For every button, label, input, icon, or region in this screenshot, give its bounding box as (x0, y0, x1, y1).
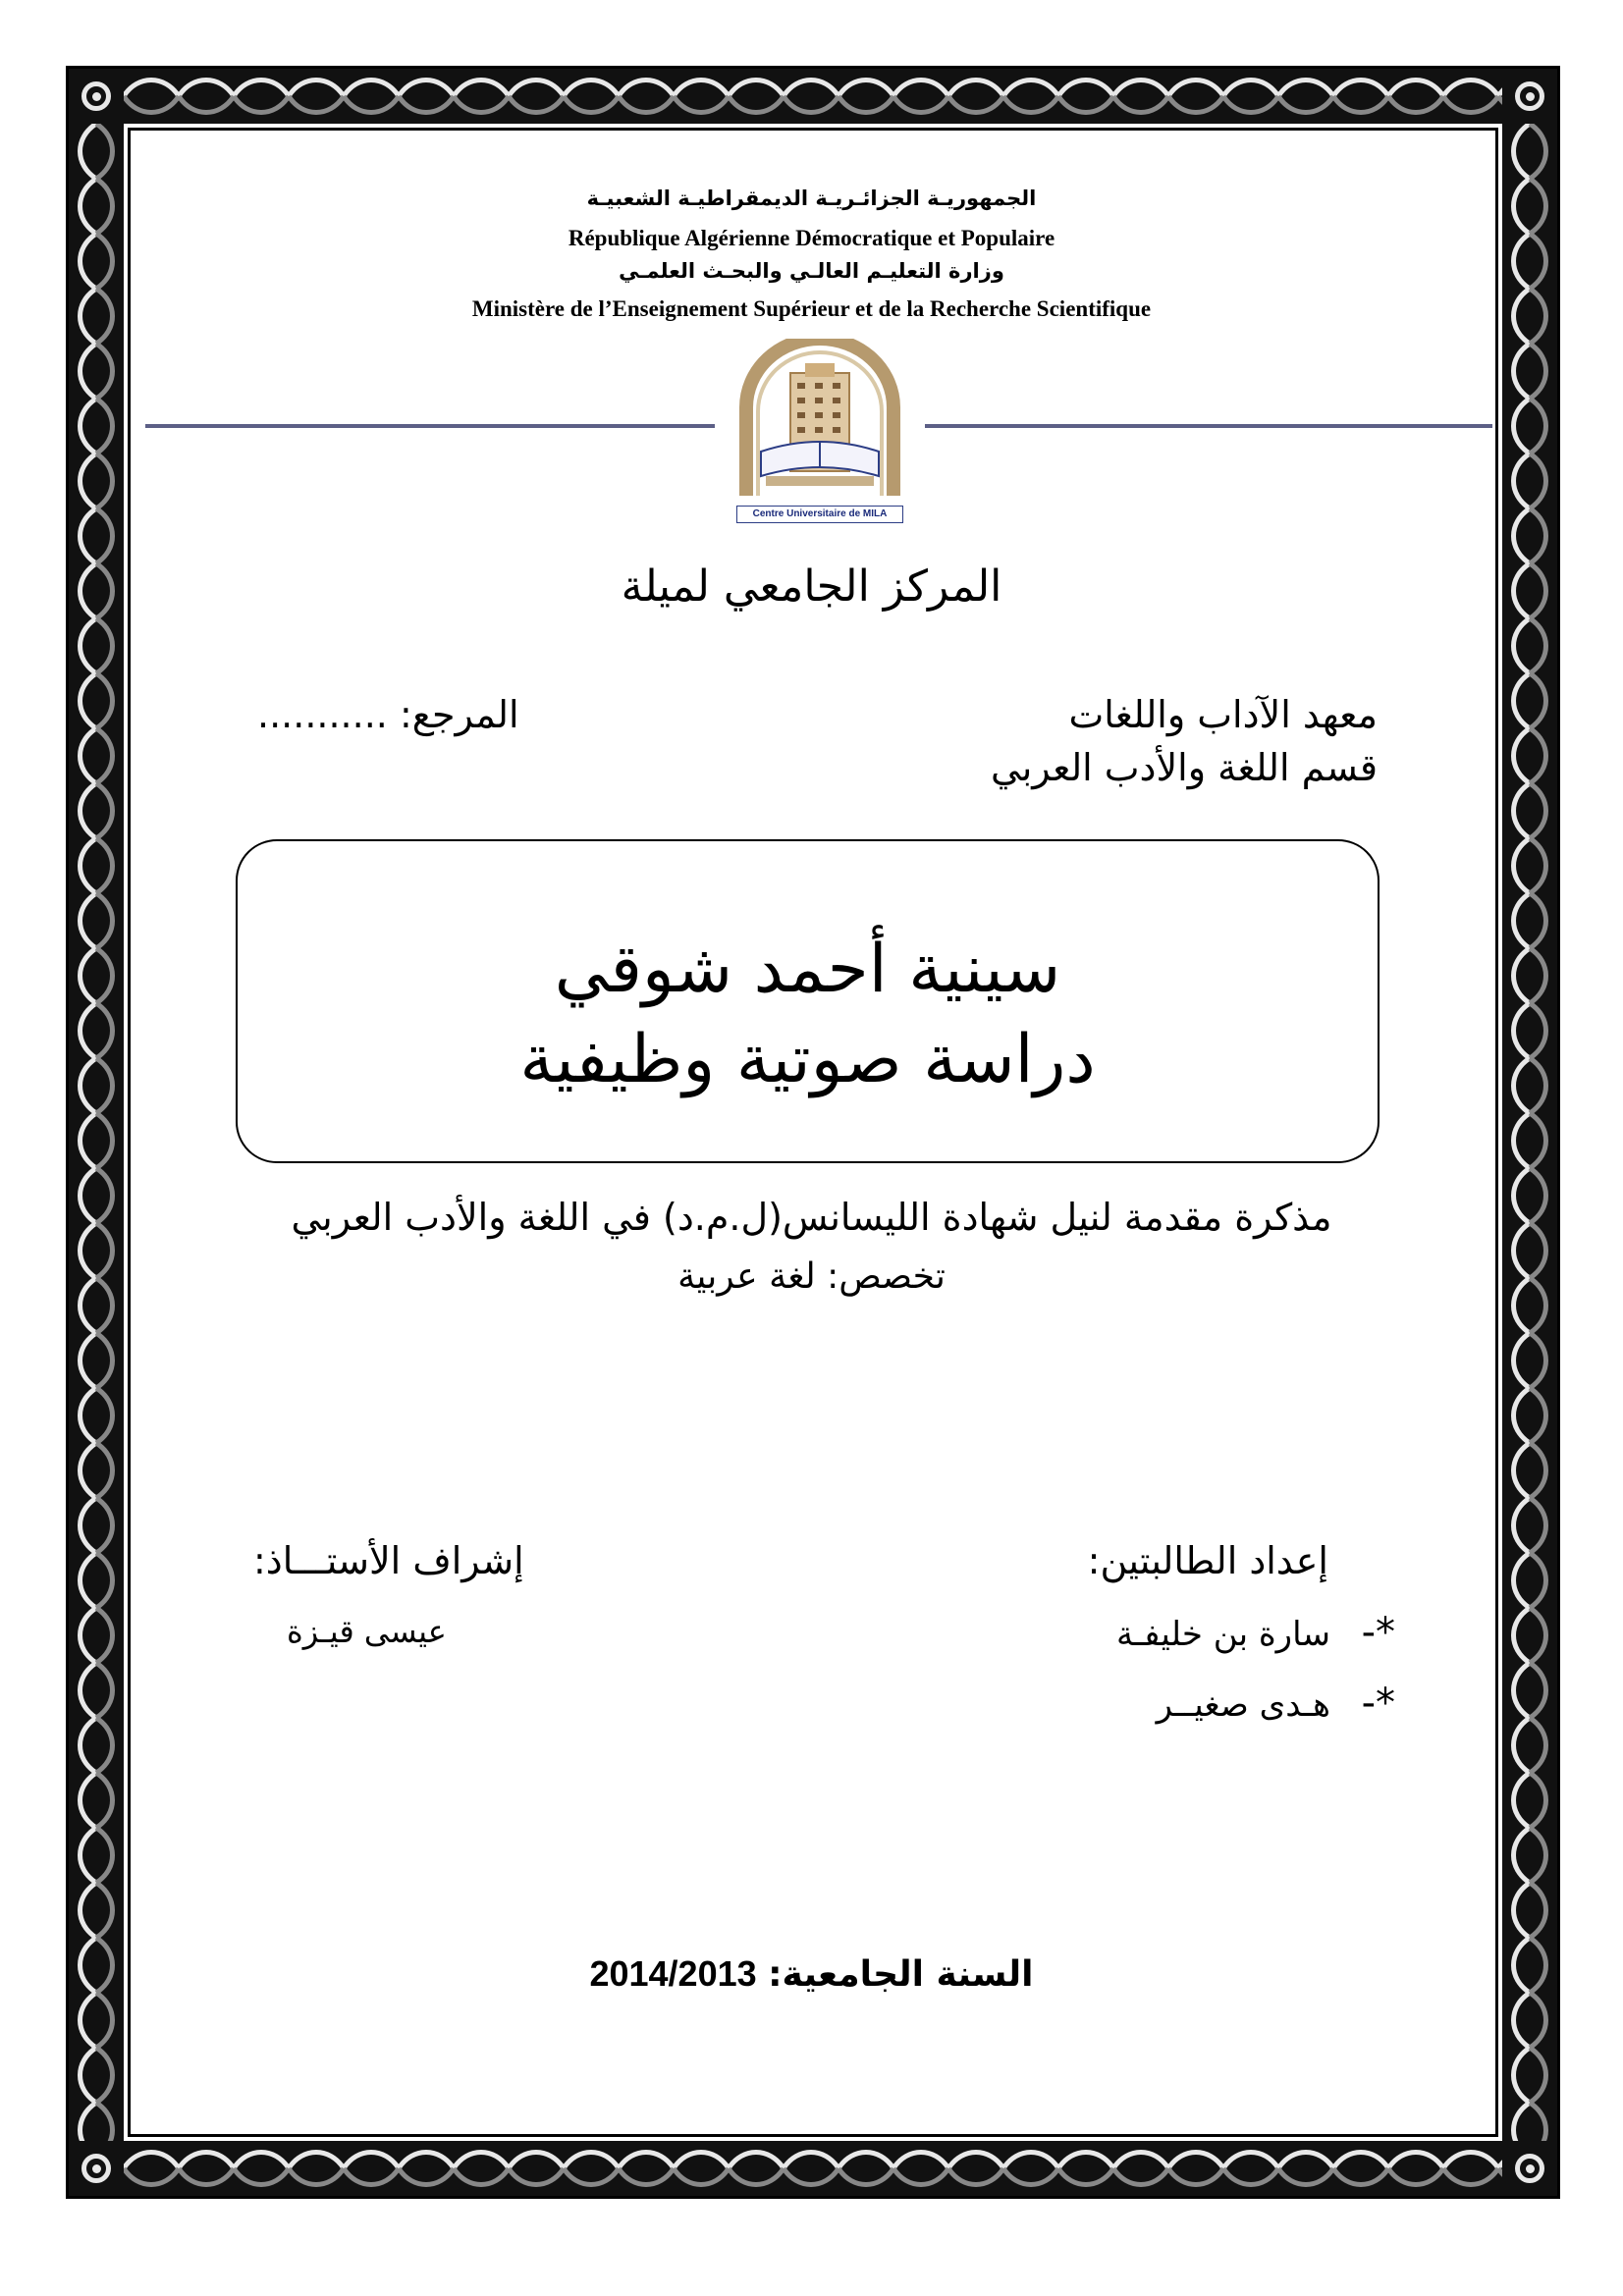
corner-ornament-icon (1502, 2141, 1557, 2196)
logo-caption: Centre Universitaire de MILA (736, 506, 903, 523)
corner-ornament-icon (69, 2141, 124, 2196)
bullet-marker: *- (1361, 1681, 1395, 1726)
thesis-title-line1: سينية أحمد شوقي (554, 931, 1061, 1008)
university-logo (736, 339, 903, 523)
student-name-text: هـدى صغيــر (1156, 1685, 1330, 1725)
student-name (1157, 1681, 1395, 1726)
students-label: إعداد الطالبتين: (1087, 1539, 1328, 1582)
ministry-french: Ministère de l’Enseignement Supérieur et de la Recherche Scientifique (471, 296, 1152, 321)
border-chain-top (69, 69, 1557, 124)
border-chain-bottom (69, 2141, 1557, 2196)
reference-field: المرجع: ........... (257, 693, 519, 736)
republic-french: République Algérienne Démocratique et Populaire (568, 226, 1055, 250)
ministry-arabic: وزارة التعليـم العالـي والبحـث العلمـي (619, 259, 1004, 283)
memo-specialty: تخصص: لغة عربية (677, 1256, 946, 1297)
bullet-marker: *- (1361, 1610, 1395, 1655)
corner-ornament-icon (69, 69, 124, 124)
corner-ornament-icon (1502, 69, 1557, 124)
institute-name: معهد الآداب واللغات (1068, 693, 1378, 736)
institution-name: المركز الجامعي لميلة (621, 561, 1002, 612)
student-name-text: سارة بن خليفـة (1115, 1615, 1330, 1654)
academic-year-value: 2014/2013 (589, 1953, 757, 1994)
supervisor-label: إشراف الأستـــاذ: (253, 1539, 524, 1582)
thesis-title-line2: دراسة صوتية وظيفية (519, 1021, 1096, 1098)
student-name (1116, 1610, 1395, 1655)
border-chain-left (69, 69, 124, 2196)
academic-year-label: السنة الجامعية: (768, 1954, 1034, 1995)
divider-right (925, 424, 1492, 428)
border-chain-right (1502, 69, 1557, 2196)
supervisor-name: عيسى قيـزة (287, 1613, 447, 1650)
academic-year (0, 1953, 1623, 1995)
department-name: قسم اللغة والأدب العربي (991, 746, 1378, 789)
divider-left (145, 424, 715, 428)
memo-purpose: مذكرة مقدمة لنيل شهادة الليسانس(ل.م.د) في اللغة والأدب العربي (291, 1196, 1332, 1239)
republic-arabic: الجمهوريـة الجزائـريـة الديمقراطيـة الشعبيـة (586, 187, 1037, 210)
